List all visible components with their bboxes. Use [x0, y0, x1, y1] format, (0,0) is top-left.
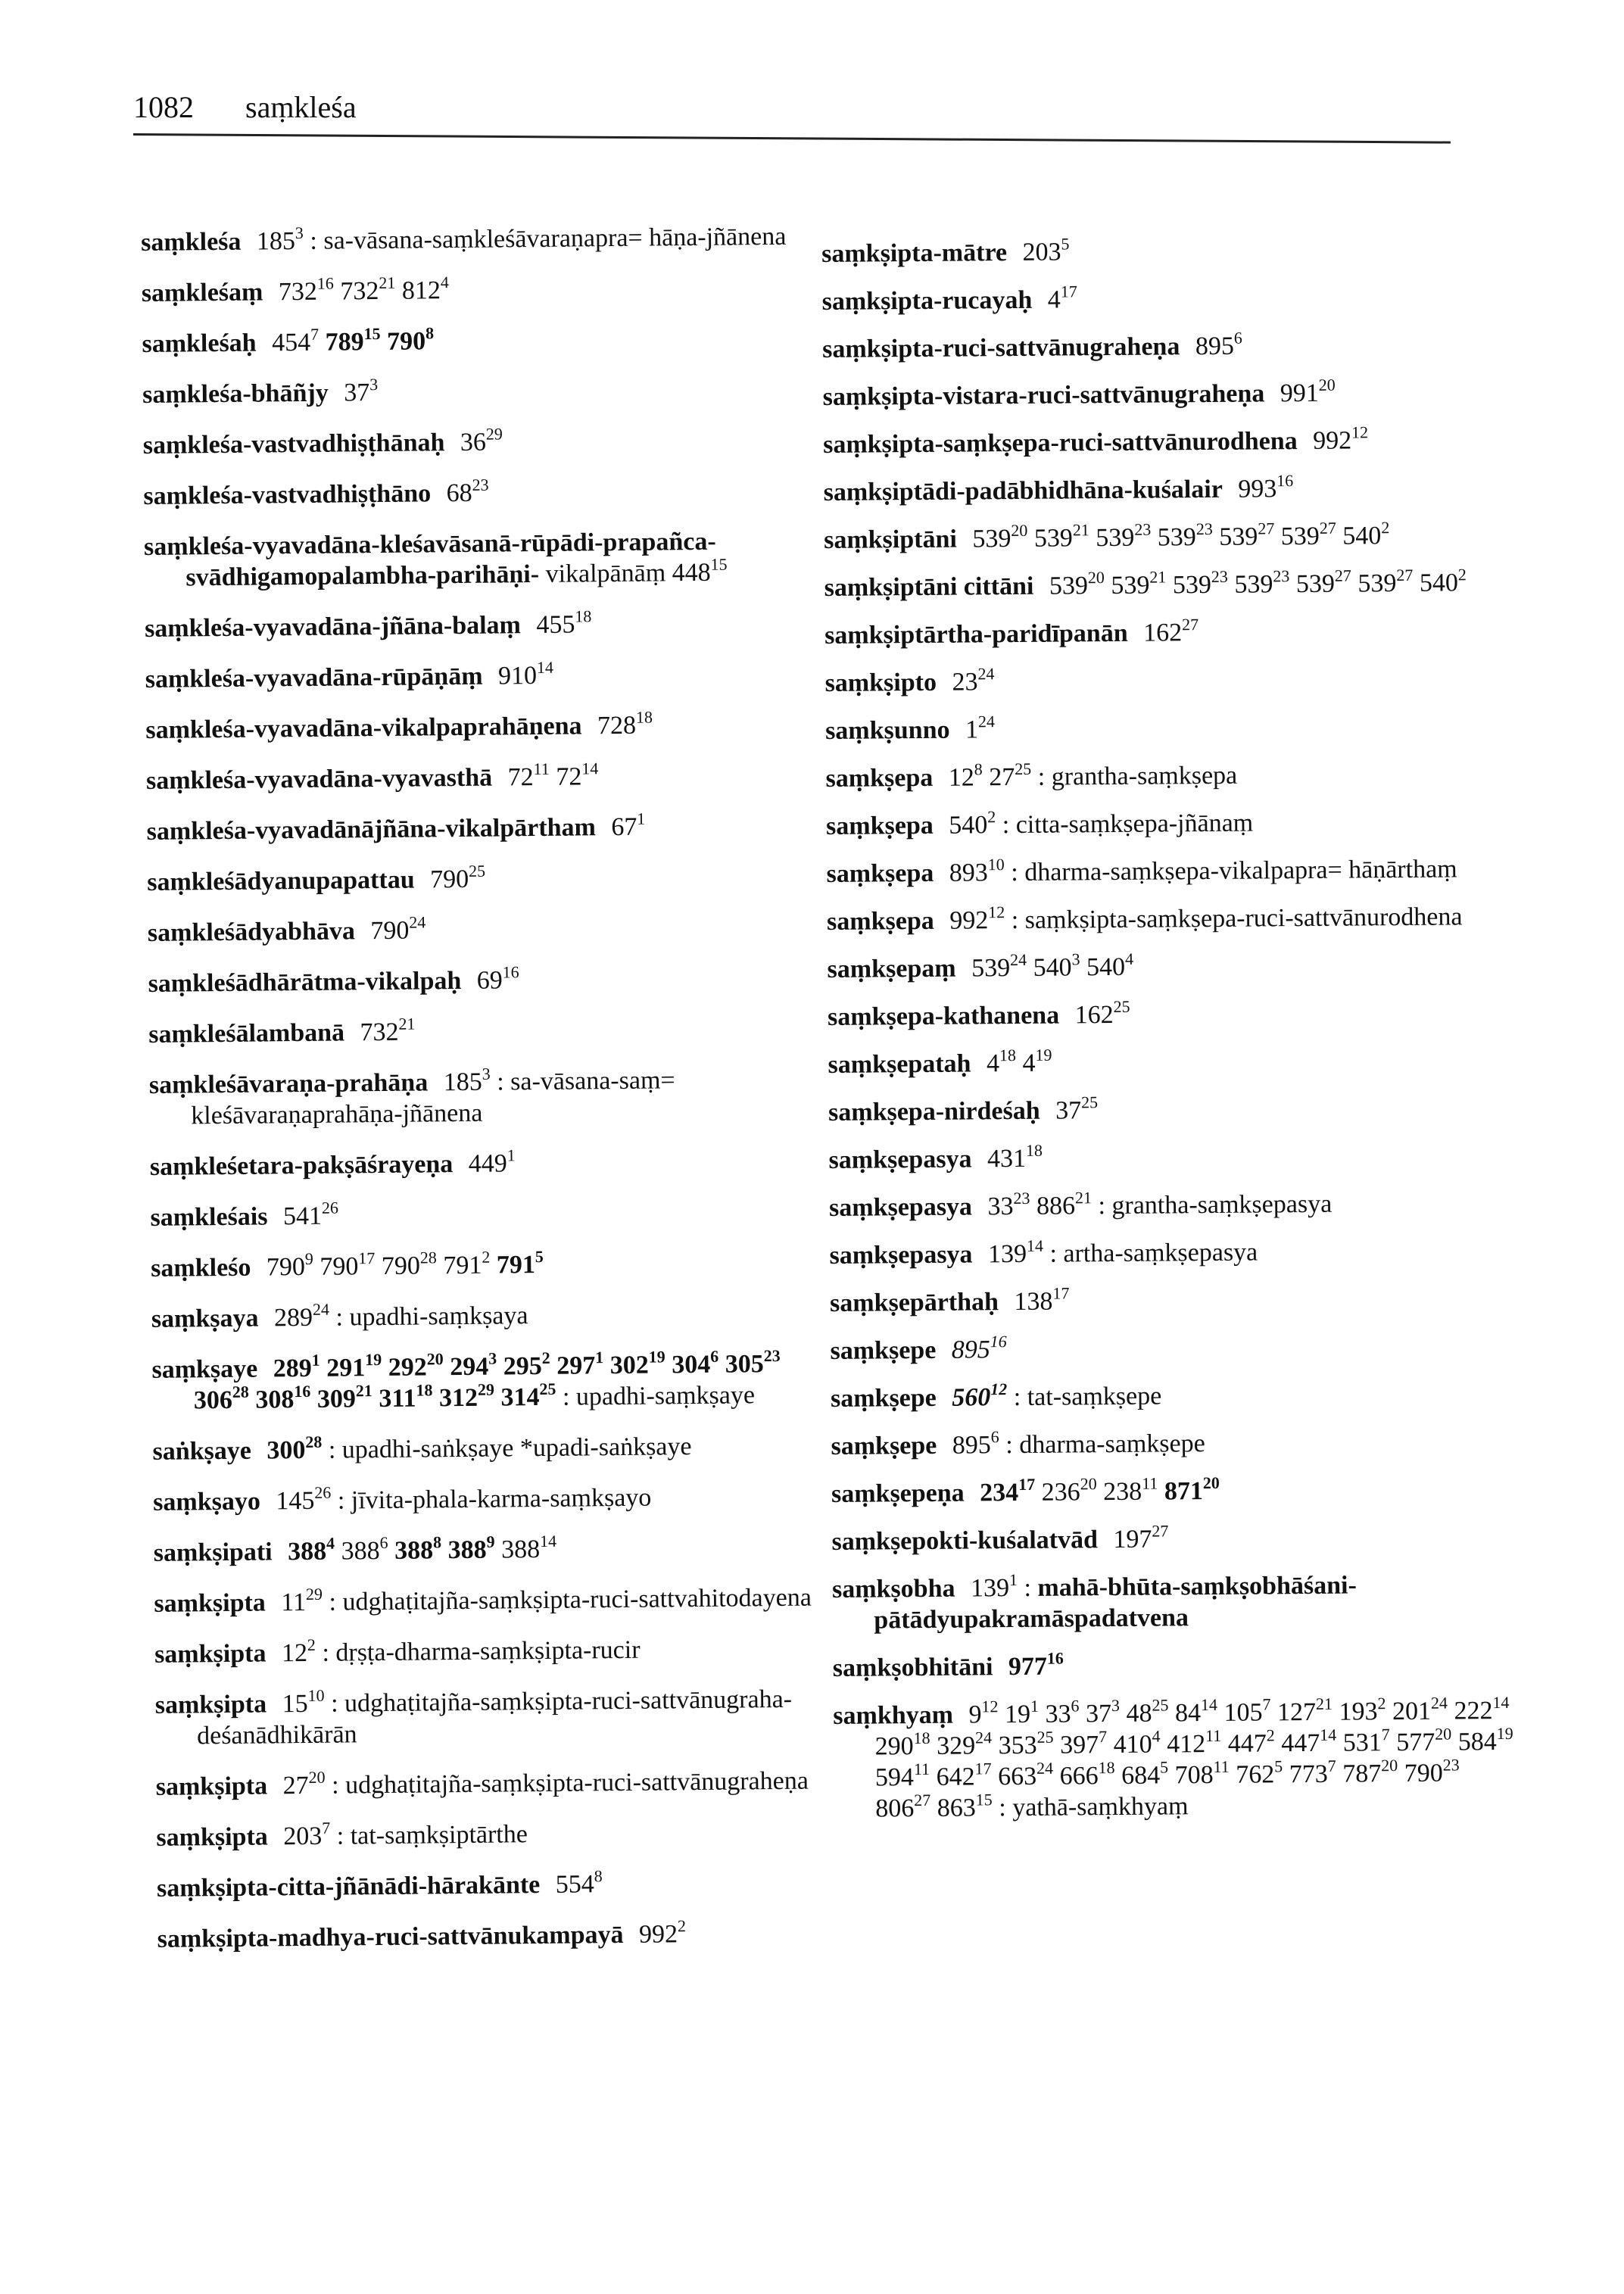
entry-headword: saṃkleśa-vyavadāna-rūpāṇāṃ — [145, 662, 483, 693]
dictionary-entry — [822, 376, 1504, 413]
dictionary-entry — [154, 1531, 835, 1569]
entry-references: $36^{29}$ — [460, 424, 503, 457]
entry-references: $162^{25}$ — [1074, 996, 1130, 1030]
entry-headword: saṃkṣiptārtha-paridīpanān — [824, 619, 1128, 650]
entry-references: $1^{24}$ — [965, 712, 996, 744]
entry-headword: saṃkleśa-vyavadāna-vikalpaprahāṇena — [145, 712, 582, 744]
entry-headword: saṃkṣepasya — [828, 1192, 973, 1222]
dictionary-entry — [831, 1426, 1512, 1462]
dictionary-entry — [830, 1330, 1511, 1367]
entry-headword: saṃkleśa-vyavadāna-vyavasthā — [145, 763, 493, 795]
dictionary-entry — [141, 220, 822, 258]
entry-references: $4^{17}$ — [1047, 282, 1077, 314]
entry-references: $790^{24}$ — [370, 912, 426, 946]
dictionary-entry — [144, 525, 826, 594]
entry-gloss: : artha-saṃkṣepasya — [1049, 1238, 1258, 1268]
entry-headword: saṃkleśālambanā — [148, 1018, 345, 1049]
entry-headword: saṃkleśa-vastvadhiṣṭhānaḥ — [142, 429, 445, 460]
entry-gloss: : udghaṭitajña-saṃkṣipta-ruci-sattvānugraheṇa — [331, 1766, 809, 1800]
dictionary-entry — [142, 271, 823, 309]
header-rule — [133, 133, 1451, 144]
entry-references: $300^{28}$ — [267, 1432, 323, 1465]
entry-references: $455^{18}$ — [536, 606, 592, 640]
entry-references: $4^{18}$ $4^{19}$ — [986, 1045, 1052, 1078]
entry-references: $992^{12}$ — [1313, 422, 1369, 455]
entry-gloss: : tat-saṃkṣiptārthe — [336, 1820, 528, 1850]
entry-headword: saṃkleśaṃ — [141, 278, 263, 307]
entry-headword: saṃkṣobhitāni — [832, 1653, 993, 1682]
dictionary-entry — [831, 1521, 1513, 1557]
entry-headword: saṃkṣepe — [830, 1383, 937, 1413]
dictionary-entry — [145, 606, 826, 644]
entry-references: $27^{20}$ — [282, 1767, 326, 1800]
entry-headword: saṃkṣipta — [154, 1588, 267, 1618]
dictionary-entry — [149, 1063, 831, 1132]
dictionary-entry — [828, 1139, 1510, 1176]
entry-gloss: : grantha-saṃkṣepa — [1037, 761, 1238, 791]
entry-references: $732^{21}$ — [360, 1014, 416, 1047]
dictionary-entry — [832, 1569, 1514, 1636]
running-head: saṃkleśa — [245, 90, 357, 124]
entry-gloss: : udghaṭitajña-saṃkṣipta-ruci-sattvahitodayena — [329, 1583, 812, 1616]
entry-gloss: : dharma-saṃkṣepe — [1005, 1429, 1205, 1460]
entry-references: $9^{12}$ $19^1$ $33^6$ $37^3$ $48^{25}$ $84^{14}$ $105^7$ $127^{21}$ $193^2$ $201^{24}$ $222^{14}$ $290^{18}$ $329^{24}$ $353^{25}$ $397^7$ $410^4$ $412^{11}$ $447^2$ $447^{14}$ $531^7$ $577^{20}$ $584^{19}$ $594^{11}$ $642^{17}$ $663^{24}$ $666^{18}$ $684^5$ $708^{11}$ $762^5$ $773^7$ $787^{20}$ $790^{23}$ $806^{27}$ $863^{15}$ — [874, 1692, 1513, 1823]
entry-headword: saṃkṣipta — [155, 1772, 268, 1801]
entry-references: $145^{26}$ — [276, 1482, 332, 1516]
entry-references: $15^{10}$ — [282, 1685, 325, 1719]
entry-gloss: : sa-vāsana-saṃkleśāvaraṇapra= hāṇa-jñānena — [310, 222, 787, 255]
entry-references: $12^8$ $27^{25}$ — [948, 759, 1032, 792]
dictionary-entry — [833, 1692, 1515, 1825]
dictionary-entry — [824, 519, 1505, 556]
entry-references: $993^{16}$ — [1238, 471, 1294, 503]
entry-references: $185^3$ — [256, 223, 304, 256]
page-header — [133, 89, 357, 125]
entry-references: $560^{12}$ — [952, 1379, 1008, 1412]
entry-headword: saṃkleśa — [141, 227, 242, 257]
entry-references: $540^2$ — [949, 807, 996, 840]
entry-references: $388^4$ $388^6$ $388^8$ $388^9$ $388^{14}$ — [287, 1531, 557, 1566]
entry-headword: saṃkṣepaṃ — [827, 954, 956, 983]
dictionary-entry — [829, 1187, 1510, 1223]
entry-gloss: : jīvita-phala-karma-saṃkṣayo — [337, 1483, 652, 1515]
dictionary-entry — [827, 949, 1508, 985]
entry-references: $69^{16}$ — [476, 962, 519, 995]
dictionary-entry — [150, 1195, 831, 1233]
left-column — [141, 220, 839, 1975]
entry-references: $138^{17}$ — [1014, 1283, 1070, 1317]
dictionary-entry — [142, 322, 823, 360]
dictionary-entry — [148, 911, 829, 949]
entry-headword: saṃkṣipati — [153, 1538, 273, 1567]
dictionary-entry — [155, 1683, 837, 1752]
entry-headword: saṃkṣayo — [152, 1487, 261, 1516]
entry-gloss: : grantha-saṃkṣepasya — [1098, 1189, 1333, 1220]
dictionary-entry — [824, 615, 1506, 651]
dictionary-entry — [156, 1765, 837, 1803]
entry-references: $203^5$ — [1022, 234, 1070, 266]
entry-references: $162^{27}$ — [1143, 615, 1199, 647]
entry-headword: saṃkṣepasya — [829, 1240, 973, 1270]
entry-references: $910^{14}$ — [497, 657, 554, 690]
entry-headword: saṃkleśa-vyavadāna-jñāna-balaṃ — [144, 611, 522, 643]
entry-gloss: : dharma-saṃkṣepa-vikalpapra= hāṇārthaṃ — [1011, 855, 1457, 887]
entry-references: $728^{18}$ — [597, 707, 653, 740]
entry-headword: saṃkleśāvaraṇa-prahāṇa — [148, 1068, 429, 1099]
entry-headword: saṃkṣiptāni — [823, 525, 958, 554]
dictionary-entry — [153, 1480, 834, 1518]
entry-references: $449^1$ — [468, 1145, 516, 1178]
dictionary-entry — [824, 662, 1506, 699]
entry-headword: saṃkleśaḥ — [142, 329, 257, 358]
entry-references: $197^{27}$ — [1113, 1521, 1169, 1554]
dictionary-entry — [821, 233, 1503, 270]
dictionary-entry — [148, 962, 829, 999]
dictionary-entry — [829, 1235, 1510, 1271]
dictionary-entry — [157, 1866, 838, 1904]
dictionary-entry — [830, 1283, 1511, 1319]
entry-gloss: : mahā-bhūta-saṃkṣobhāśani-pātādyupakramāspadatvena — [874, 1571, 1357, 1635]
entry-references: $992^{12}$ — [949, 902, 1005, 935]
dictionary-entry — [831, 1473, 1513, 1510]
entry-gloss: vikalpānāṃ $448^{15}$ — [545, 554, 728, 588]
entry-headword: saṃkṣepa — [826, 859, 934, 888]
entry-headword: saṃkṣipta-saṃkṣepa-ruci-sattvānurodhena — [822, 427, 1298, 459]
entry-references: $185^3$ — [443, 1064, 491, 1097]
entry-references: $895^6$ — [1195, 328, 1242, 361]
entry-headword: saṃkṣepa-nirdeśaḥ — [828, 1096, 1040, 1127]
entry-headword: saṃkṣepeṇa — [831, 1479, 965, 1508]
entry-headword: saṃkleśais — [150, 1202, 268, 1232]
entry-headword: saṃkleśa-bhāñjy — [142, 379, 329, 409]
entry-references: $790^9$ $790^{17}$ $790^{28}$ $791^2$ $791^5$ — [266, 1246, 544, 1282]
entry-headword: saṃkleśādyabhāva — [147, 917, 356, 947]
dictionary-entry — [833, 1647, 1514, 1684]
entry-references: $68^{23}$ — [446, 475, 489, 508]
entry-headword: saṃkṣipta-madhya-ruci-sattvānukampayā — [157, 1920, 624, 1953]
entry-headword: saṃkṣipta-rucayaḥ — [821, 285, 1033, 316]
dictionary-entry — [145, 657, 827, 695]
entry-headword: saṃkleśādyanupapattau — [147, 865, 415, 896]
entry-headword: saṃkṣepa-kathanena — [827, 1001, 1060, 1031]
dictionary-entry — [825, 710, 1507, 746]
dictionary-entry — [151, 1246, 832, 1284]
dictionary-entry — [150, 1145, 831, 1183]
page-number: 1082 — [133, 90, 194, 124]
entry-headword: saṃkleśādhārātma-vikalpaḥ — [148, 966, 462, 998]
dictionary-entry — [143, 474, 824, 512]
dictionary-entry — [826, 806, 1507, 842]
entry-references: $895^6$ — [952, 1427, 999, 1460]
entry-references: $23^{24}$ — [952, 664, 995, 697]
entry-headword: saṃkṣipta — [154, 1639, 267, 1669]
dictionary-entry — [827, 901, 1508, 937]
entry-references: $790^{25}$ — [429, 861, 486, 894]
entry-references: $139^1$ — [970, 1570, 1018, 1603]
entry-headword: saṃkṣepasya — [828, 1145, 972, 1174]
entry-headword: saṃkṣipta — [156, 1822, 268, 1852]
dictionary-entry — [831, 1378, 1512, 1414]
entry-headword: saṃkleśa-vyavadānājñāna-vikalpārtham — [146, 813, 597, 846]
dictionary-entry — [151, 1297, 833, 1335]
entry-references: $72^{11}$ $72^{14}$ — [507, 759, 599, 792]
entry-gloss: : dṛṣṭa-dharma-saṃkṣipta-rucir — [322, 1635, 641, 1667]
entry-gloss: : upadhi-saṅkṣaye *upadi-saṅkṣaye — [328, 1432, 692, 1464]
entry-references: $289^1$ $291^{19}$ $292^{20}$ $294^3$ $295^2$ $297^1$ $302^{19}$ $304^6$ $305^{23}$ $306^{28}$ $308^{16}$ $309^{21}$ $311^{18}$ $312^{29}$ $314^{25}$ — [193, 1345, 781, 1415]
entry-headword: saṃkleśa-vyavadāna-kleśavāsanā-rūpādi-prapañca-svādhigamopalambha-parihāṇi- — [143, 527, 716, 592]
entry-references: $539^{20}$ $539^{21}$ $539^{23}$ $539^{23}$ $539^{27}$ $539^{27}$ $540^2$ — [972, 518, 1390, 553]
entry-references: $895^{16}$ — [951, 1332, 1007, 1364]
entry-headword: saṃkṣepe — [831, 1431, 937, 1460]
entry-headword: saṃkleśa-vastvadhiṣṭhāno — [143, 479, 432, 510]
entry-references: $539^{24}$ $540^3$ $540^4$ — [971, 949, 1134, 983]
entry-headword: saṃkṣiptādi-padābhidhāna-kuśalair — [823, 475, 1223, 506]
entry-references: $554^8$ — [555, 1866, 603, 1899]
entry-headword: saṃkṣiptāni cittāni — [824, 572, 1034, 602]
entry-gloss: : upadhi-saṃkṣaya — [335, 1301, 528, 1332]
entry-gloss: : upadhi-saṃkṣaye — [562, 1381, 756, 1411]
entry-gloss: : tat-saṃkṣepe — [1013, 1382, 1162, 1412]
entry-headword: saṃkṣipta — [154, 1690, 267, 1719]
dictionary-entry — [823, 424, 1504, 460]
entry-references: $33^{23}$ $886^{21}$ — [987, 1188, 1092, 1221]
entry-references: $139^{14}$ — [987, 1236, 1043, 1269]
dictionary-entry — [152, 1429, 834, 1467]
right-column — [821, 233, 1516, 1841]
entry-headword: saṃkṣipta-ruci-sattvānugraheṇa — [822, 332, 1180, 363]
dictionary-entry — [821, 281, 1503, 317]
entry-references: $234^{17}$ $236^{20}$ $238^{11}$ $871^{20}$ — [980, 1473, 1220, 1507]
entry-headword: saṃkṣepa — [825, 763, 934, 793]
entry-headword: saṃkṣipta-citta-jñānādi-hārakānte — [156, 1871, 541, 1903]
entry-references: $431^{18}$ — [987, 1140, 1043, 1173]
dictionary-entry — [145, 708, 827, 746]
dictionary-entry — [825, 758, 1507, 794]
dictionary-entry — [157, 1917, 839, 1955]
dictionary-entry — [151, 1345, 834, 1417]
entry-headword: saṃkṣipto — [824, 668, 937, 697]
entry-gloss: : yathā-saṃkhyaṃ — [999, 1792, 1189, 1822]
dictionary-entry — [154, 1632, 836, 1670]
entry-references: $203^7$ — [283, 1818, 331, 1851]
entry-headword: saṃkṣunno — [824, 715, 950, 745]
entry-references: $37^{25}$ — [1055, 1092, 1099, 1125]
entry-references: $977^{16}$ — [1008, 1648, 1064, 1682]
entry-gloss: : citta-saṃkṣepa-jñānaṃ — [1002, 809, 1254, 840]
entry-gloss: : sa-vāsana-saṃ= kleśāvaraṇaprahāṇa-jñānena — [191, 1066, 675, 1130]
dictionary-entry — [143, 423, 824, 461]
entry-references: $991^{20}$ — [1280, 375, 1336, 408]
dictionary-entry — [828, 996, 1509, 1033]
entry-headword: saṃkṣaye — [151, 1354, 258, 1384]
entry-headword: saṃkṣepa — [826, 906, 934, 936]
entry-headword: saṃkṣepārthaḥ — [829, 1288, 999, 1317]
entry-references: $11^{29}$ — [281, 1584, 323, 1617]
dictionary-entry — [147, 860, 828, 898]
entry-references: $732^{16}$ $732^{21}$ $812^4$ — [278, 273, 449, 307]
dictionary-entry — [822, 329, 1504, 365]
entry-references: $37^3$ — [344, 375, 379, 407]
entry-headword: saṃkleśetara-pakṣāśrayeṇa — [149, 1150, 454, 1181]
entry-references: $992^2$ — [638, 1916, 687, 1949]
dictionary-entry — [148, 1012, 830, 1050]
entry-references: $454^7$ $789^{15}$ $790^8$ — [271, 323, 435, 357]
dictionary-entry — [823, 472, 1504, 508]
dictionary-entry — [828, 1044, 1509, 1080]
entry-references: $893^{10}$ — [949, 855, 1005, 887]
dictionary-entry — [146, 809, 828, 847]
entry-headword: saṃkṣobha — [831, 1574, 955, 1604]
entry-headword: saṃkṣepa — [825, 811, 934, 840]
entry-references: $289^{24}$ — [273, 1299, 330, 1332]
dictionary-entry — [142, 372, 824, 410]
entry-gloss: : udghaṭitajña-saṃkṣipta-ruci-sattvānugraha-deśanādhikārān — [196, 1685, 793, 1750]
entry-headword: saṅkṣaye — [152, 1436, 252, 1466]
entry-headword: saṃkleśo — [151, 1253, 251, 1283]
entry-headword: saṃkṣepe — [830, 1336, 937, 1365]
entry-headword: saṃkṣipta-mātre — [821, 238, 1008, 268]
entry-headword: saṃkṣepataḥ — [828, 1049, 971, 1079]
entry-headword: saṃkṣepokti-kuśalatvād — [831, 1526, 1099, 1556]
entry-references: $67^1$ — [611, 809, 646, 842]
dictionary-entry — [824, 567, 1505, 603]
entry-references: $541^{26}$ — [282, 1198, 338, 1231]
dictionary-entry — [146, 759, 828, 796]
entry-headword: saṃkṣaya — [151, 1304, 259, 1333]
dictionary-entry — [156, 1816, 837, 1853]
entry-gloss: : saṃkṣipta-saṃkṣepa-ruci-sattvānurodhena — [1011, 902, 1463, 935]
entry-headword: saṃkhyaṃ — [833, 1700, 954, 1730]
entry-references: $12^2$ — [281, 1635, 316, 1668]
dictionary-entry — [154, 1582, 835, 1619]
entry-references: $539^{20}$ $539^{21}$ $539^{23}$ $539^{23}$ $539^{27}$ $539^{27}$ $540^2$ — [1049, 565, 1467, 600]
dictionary-entry — [826, 853, 1507, 890]
entry-headword: saṃkṣipta-vistara-ruci-sattvānugraheṇa — [822, 379, 1265, 411]
dictionary-entry — [828, 1092, 1510, 1128]
